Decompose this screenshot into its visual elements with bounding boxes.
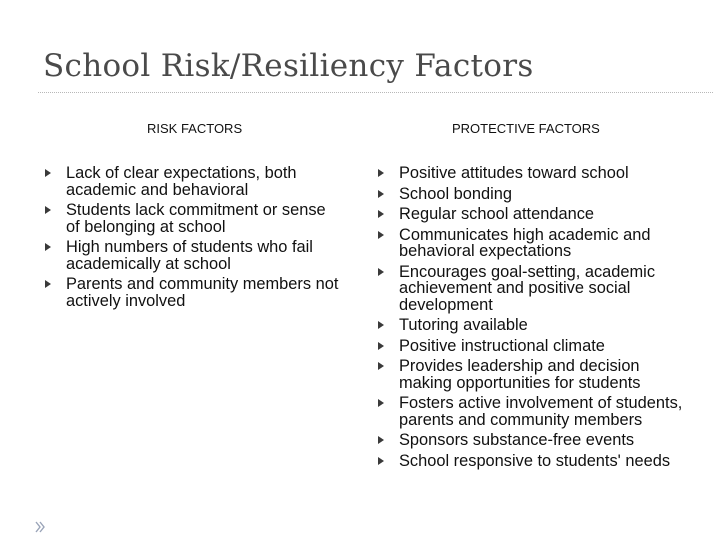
- list-item-text: Lack of clear expectations, both academic and behavioral: [66, 164, 297, 199]
- risk-factors-list: [43, 165, 343, 313]
- list-item-text: Communicates high academic and behavioral expectations: [399, 225, 651, 260]
- list-item-text: Regular school attendance: [399, 205, 594, 223]
- list-item: [376, 432, 696, 449]
- list-item-text: Students lack commitment or sense of belonging at school: [66, 201, 326, 236]
- list-item-text: Sponsors substance-free events: [399, 431, 635, 449]
- triangle-bullet-icon: [378, 457, 384, 465]
- list-item-text: Provides leadership and decision making opportunities for students: [399, 357, 641, 392]
- triangle-bullet-icon: [378, 190, 384, 198]
- list-item-text: Positive attitudes toward school: [399, 164, 629, 182]
- list-item: [376, 317, 696, 334]
- list-item-text: Tutoring available: [399, 316, 528, 334]
- list-item: [376, 338, 696, 355]
- page-title: School Risk/Resiliency Factors: [43, 48, 534, 84]
- list-item: [43, 276, 343, 309]
- triangle-bullet-icon: [378, 321, 384, 329]
- list-item-text: Parents and community members not actively involved: [66, 275, 339, 310]
- triangle-bullet-icon: [378, 210, 384, 218]
- list-item-text: School responsive to students' needs: [399, 451, 671, 470]
- triangle-bullet-icon: [378, 268, 384, 276]
- list-item-text: High numbers of students who fail academically at school: [66, 238, 313, 273]
- triangle-bullet-icon: [378, 231, 384, 239]
- list-item-text: Positive instructional climate: [399, 336, 605, 355]
- list-item: [43, 165, 343, 198]
- triangle-bullet-icon: [378, 436, 384, 444]
- list-item: [43, 202, 343, 235]
- title-divider: [38, 92, 713, 93]
- double-chevron-icon: [34, 520, 46, 534]
- protective-factors-list: [376, 165, 696, 473]
- triangle-bullet-icon: [378, 362, 384, 370]
- triangle-bullet-icon: [378, 399, 384, 407]
- list-item: [376, 227, 696, 260]
- protective-factors-heading: PROTECTIVE FACTORS: [452, 121, 600, 136]
- list-item-text: Fosters active involvement of students, parents and community members: [399, 394, 683, 429]
- list-item: [376, 358, 696, 391]
- triangle-bullet-icon: [45, 243, 51, 251]
- list-item-text: School bonding: [399, 184, 513, 203]
- list-item: [376, 264, 696, 314]
- triangle-bullet-icon: [45, 169, 51, 177]
- list-item: [376, 395, 696, 428]
- list-item: [376, 186, 696, 203]
- triangle-bullet-icon: [378, 342, 384, 350]
- triangle-bullet-icon: [378, 169, 384, 177]
- risk-factors-heading: RISK FACTORS: [147, 121, 243, 136]
- list-item: [376, 453, 696, 470]
- list-item: [43, 239, 343, 272]
- triangle-bullet-icon: [45, 280, 51, 288]
- list-item: [376, 165, 696, 182]
- triangle-bullet-icon: [45, 206, 51, 214]
- list-item: [376, 206, 696, 223]
- list-item-text: Encourages goal-setting, academic achievement and positive social development: [399, 262, 656, 314]
